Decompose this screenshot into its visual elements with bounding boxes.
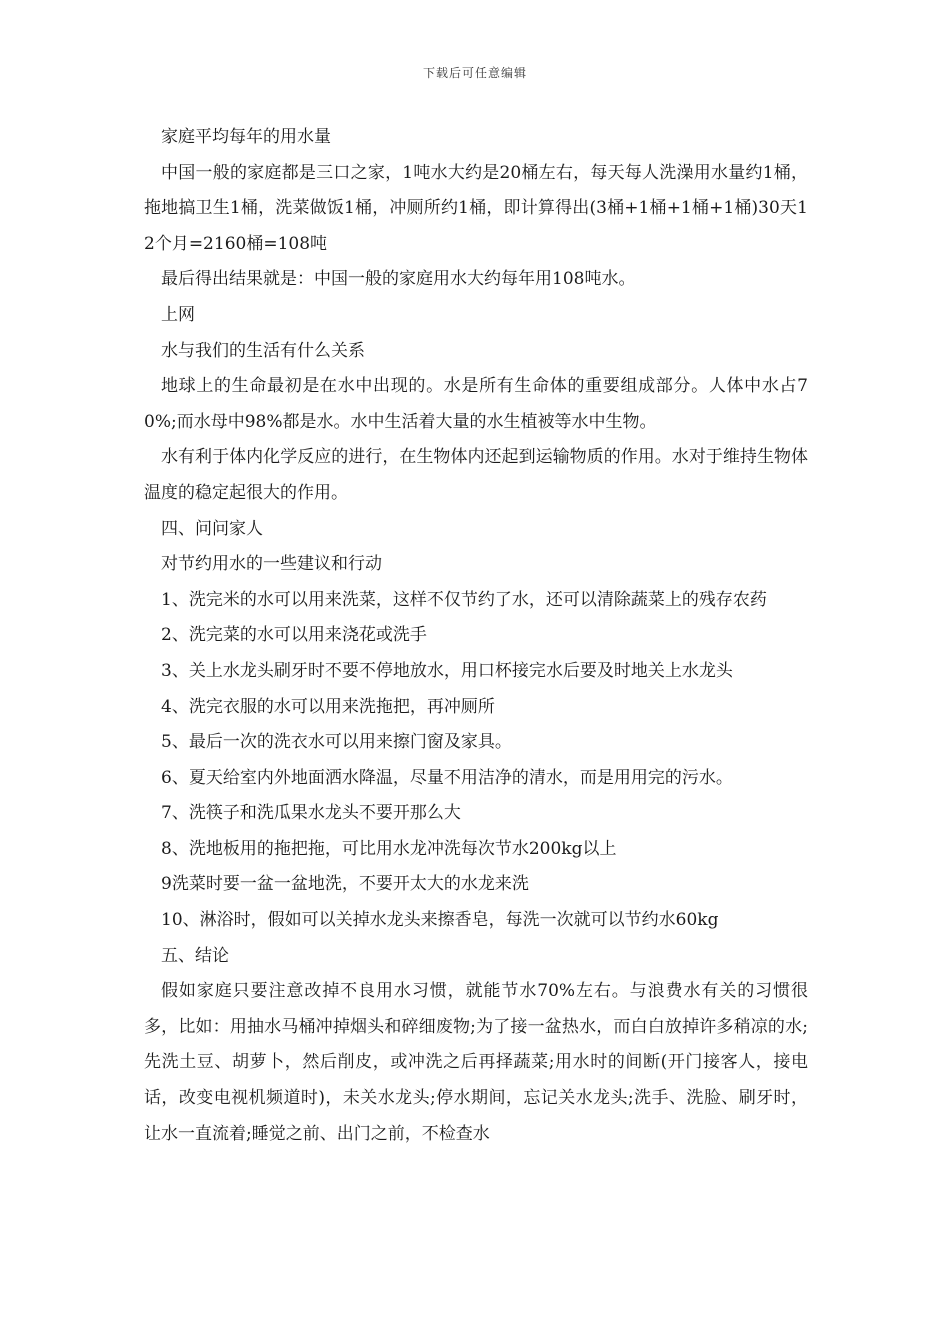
paragraph-conclusion: 假如家庭只要注意改掉不良用水习惯，就能节水70%左右。与浪费水有关的习惯很多，比如：用抽水马桶冲掉烟头和碎细废物;为了接一盆热水，而白白放掉许多稍凉的水;先洗土豆、胡萝卜，然后削皮，或冲洗之后再择蔬菜;用水时的间断(开门接客人，接电话，改变电视机频道时)，未关水龙头;停水期间，忘记关水龙头;洗手、洗脸、刷牙时，让水一直流着;睡觉之前、出门之前，不检查水 (144, 981, 808, 1144)
list-item-3: 3、关上水龙头刷牙时不要不停地放水，用口杯接完水后要及时地关上水龙头 (161, 660, 733, 681)
document-body (144, 120, 808, 1152)
section-heading-online: 上网 (161, 304, 195, 325)
list-item-2: 2、洗完菜的水可以用来浇花或洗手 (161, 625, 427, 646)
list-item-6: 6、夏天给室内外地面洒水降温，尽量不用洁净的清水，而是用用完的污水。 (161, 767, 733, 788)
section-heading-water-usage: 家庭平均每年的用水量 (161, 127, 331, 147)
paragraph-household-calculation: 中国一般的家庭都是三口之家，1吨水大约是20桶左右，每天每人洗澡用水量约1桶，拖地搞卫生1桶，洗菜做饭1桶，冲厕所约1桶，即计算得出(3桶+1桶+1桶+1桶)30天12个月=2160桶=108吨 (144, 162, 808, 254)
section-heading-conclusion: 五、结论 (161, 945, 229, 966)
list-item-5: 5、最后一次的洗衣水可以用来擦门窗及家具。 (161, 732, 512, 753)
list-item-8: 8、洗地板用的拖把拖，可比用水龙冲洗每次节水200kg以上 (161, 838, 617, 859)
section-heading-suggestions: 对节约用水的一些建议和行动 (161, 554, 382, 575)
list-item-4: 4、洗完衣服的水可以用来洗拖把，再冲厕所 (161, 696, 495, 717)
list-item-9: 9洗菜时要一盆一盆地洗，不要开太大的水龙来洗 (161, 874, 529, 895)
page-header: 下载后可任意编辑 (422, 66, 527, 80)
paragraph-water-function: 水有利于体内化学反应的进行，在生物体内还起到运输物质的作用。水对于维持生物体温度的稳定起很大的作用。 (144, 447, 808, 503)
paragraph-life-origin: 地球上的生命最初是在水中出现的。水是所有生命体的重要组成部分。人体中水占70%;而水母中98%都是水。水中生活着大量的水生植被等水中生物。 (144, 376, 808, 432)
section-heading-water-life: 水与我们的生活有什么关系 (161, 340, 365, 361)
list-item-10: 10、淋浴时，假如可以关掉水龙头来擦香皂，每洗一次就可以节约水60kg (161, 910, 719, 931)
list-item-1: 1、洗完米的水可以用来洗菜，这样不仅节约了水，还可以清除蔬菜上的残存农药 (161, 589, 767, 610)
section-heading-ask-family: 四、问问家人 (161, 518, 263, 539)
list-item-7: 7、洗筷子和洗瓜果水龙头不要开那么大 (161, 803, 461, 824)
paragraph-result: 最后得出结果就是：中国一般的家庭用水大约每年用108吨水。 (161, 269, 636, 290)
